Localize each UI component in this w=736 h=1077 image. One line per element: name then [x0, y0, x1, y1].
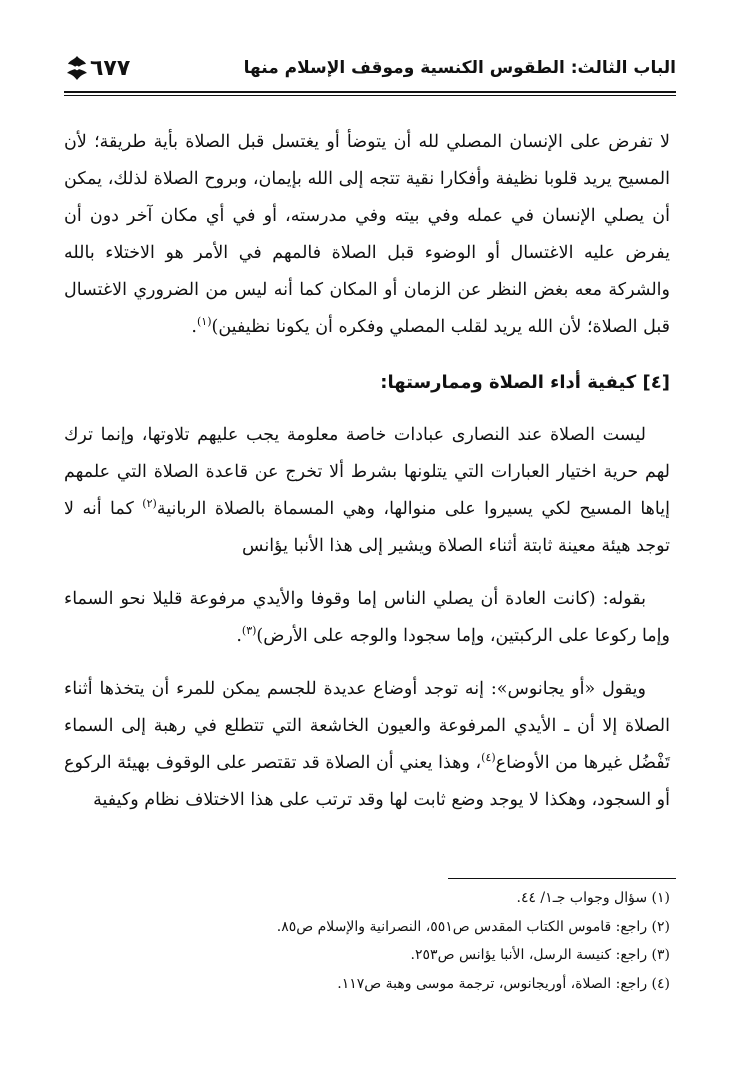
ornament-icon: [64, 54, 90, 82]
footnote-ref-4: (٤): [481, 751, 496, 765]
paragraph-2-text-a: ليست الصلاة عند النصارى عبادات خاصة معلومة يجب عليهم تلاوتها، وإنما ترك لهم حرية اختيار العبارات التي يتلونها بشرط ألا تخرج عن قاعدة الصلاة التي علمهم إياها المسيح لكي يسيروا على منوالها، وهي المسماة بالصلاة الربانية: [64, 425, 670, 519]
paragraph-2: [64, 417, 670, 565]
footnote-ref-3: (٣): [241, 624, 257, 638]
paragraph-1-end: .: [191, 317, 197, 337]
paragraph-4: [64, 671, 670, 819]
footnote-ref-1: (١): [197, 315, 212, 329]
paragraph-3: [64, 581, 670, 655]
paragraph-1-text: لا تفرض على الإنسان المصلي لله أن يتوضأ أو يغتسل قبل الصلاة بأية طريقة؛ لأن المسيح يريد قلوبا نظيفة وأفكارا نقية تتجه إلى الله بإيمان، وبروح الصلاة لذلك، يمكن أن يصلي الإنسان في عمله وفي بيته وفي مدرسته، أو في أي مكان آخر دون أن يفرض عليه الاغتسال أو الوضوء قبل الصلاة فالمهم في الأمر هو الاختلاء بالله والشركة معه بغض النظر عن الزمان أو المكان كما أنه ليس من الضروري الاغتسال قبل الصلاة؛ لأن الله يريد لقلب المصلي وفكره أن يكونا نظيفين): [64, 132, 670, 337]
paragraph-2-text-b: كما أنه لا توجد هيئة معينة ثابتة أثناء الصلاة ويشير إلى هذا الأنبا يؤانس: [64, 499, 670, 556]
spacer: [64, 401, 670, 417]
footnote-2: (٢) راجع: قاموس الكتاب المقدس ص٥٥١، النصرانية والإسلام ص٨٥.: [276, 918, 670, 935]
footnote-divider: [448, 878, 676, 879]
paragraph-3-end: .: [236, 626, 242, 646]
footnote-ref-2: (٢): [142, 497, 157, 511]
chapter-title: الباب الثالث: الطقوس الكنسية وموقف الإسلام منها: [243, 58, 676, 78]
spacer: [64, 565, 670, 581]
main-text: [64, 124, 670, 819]
section-heading: [٤] كيفية أداء الصلاة وممارستها:: [380, 372, 670, 393]
spacer: [64, 346, 670, 364]
footnotes: [64, 884, 670, 998]
paragraph-3-text: بقوله: (كانت العادة أن يصلي الناس إما وقوفا والأيدي مرفوعة قليلا نحو السماء وإما ركوعا على الركبتين، وإما سجودا والوجه على الأرض): [64, 589, 670, 646]
footnote-3: (٣) راجع: كنيسة الرسل، الأنبا يؤانس ص٢٥٣.: [410, 947, 670, 963]
page-number: ٦٧٧: [90, 56, 131, 81]
paragraph-4-text-a: ويقول «أو يجانوس»: إنه توجد أوضاع عديدة للجسم يمكن للمرء أن يتخذها أثناء الصلاة إلا أن ـ الأيدي المرفوعة والعيون الخاشعة التي تتطلع في رهبة إلى السماء تَفْضُل غيرها من الأوضاع: [64, 679, 670, 773]
header-divider: [64, 91, 676, 96]
spacer: [64, 655, 670, 671]
running-header: [64, 54, 676, 90]
paragraph-4-text-b: ، وهذا يعني أن الصلاة قد تقتصر على الوقوف بهيئة الركوع أو السجود، وهكذا لا يوجد وضع ثابت لها وقد ترتب على هذا الاختلاف نظام وكيفية: [64, 753, 670, 810]
footnote-1: (١) سؤال وجواب جـ١/ ٤٤.: [516, 890, 670, 906]
footnote-4: (٤) راجع: الصلاة، أوريجانوس، ترجمة موسى وهبة ص١١٧.: [337, 975, 670, 992]
paragraph-1: [64, 124, 670, 346]
